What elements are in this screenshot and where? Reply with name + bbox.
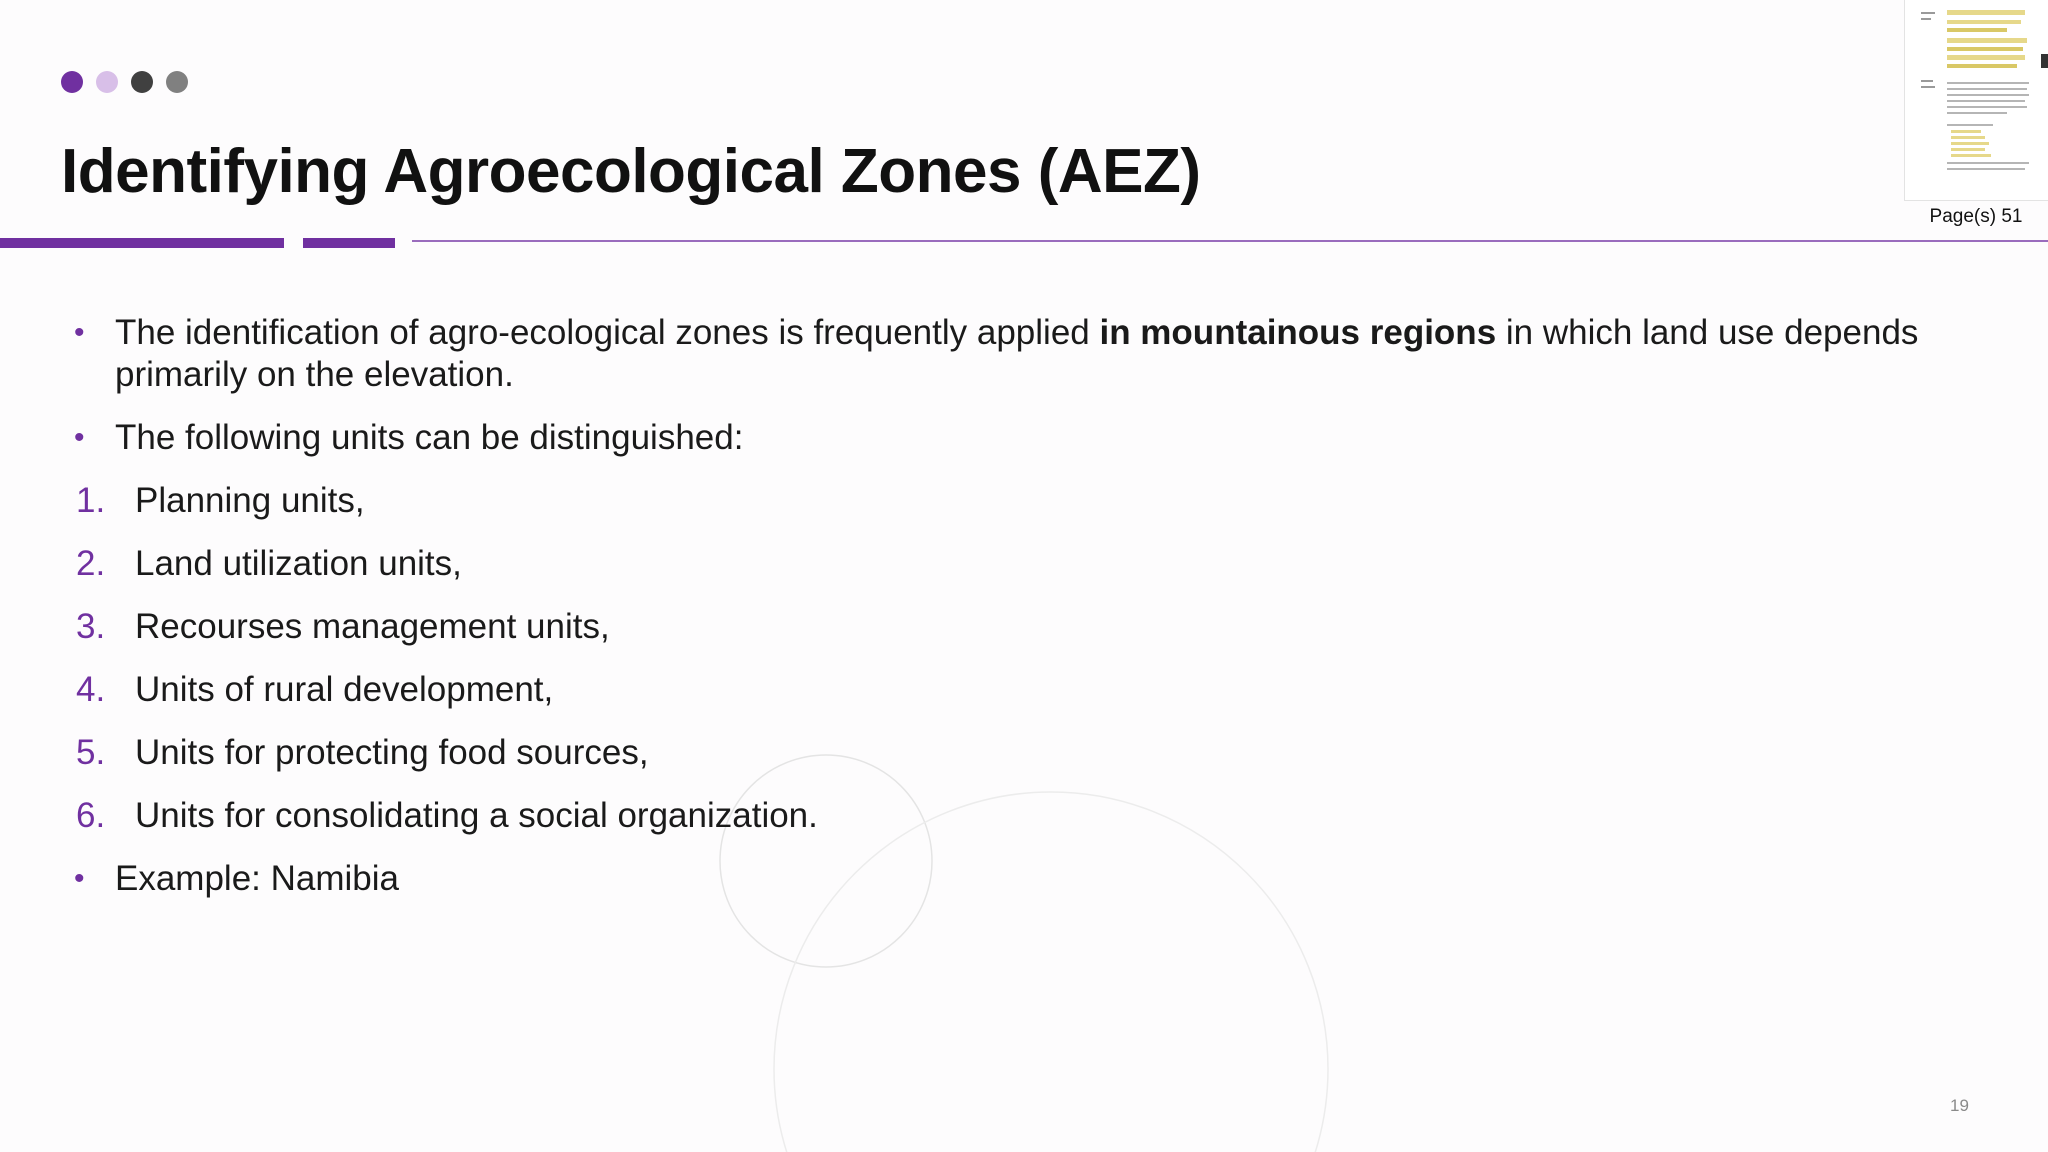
item-text: Land utilization units,: [135, 544, 462, 583]
numbered-item: [74, 669, 1974, 711]
list-item: [74, 858, 1974, 900]
dot-dark: [131, 71, 153, 93]
bullet-text: The following units can be distinguished:: [115, 418, 744, 457]
item-number: 6.: [76, 796, 106, 835]
bullet-text-end: in which land use depends primarily on the elevation.: [115, 313, 1919, 394]
item-number: 4.: [76, 670, 106, 709]
title-rule-line: [412, 240, 2048, 242]
item-text: Units of rural development,: [135, 670, 554, 709]
bullet-text-bold: in mountainous regions: [1099, 313, 1497, 352]
item-number: 3.: [76, 607, 106, 646]
numbered-item: [74, 606, 1974, 648]
page-thumbnail[interactable]: [1904, 0, 2048, 201]
slide-page-number: 19: [1950, 1096, 1969, 1115]
bullet-text: The identification of agro-ecological zones is frequently applied: [115, 313, 1100, 352]
dot-gray: [166, 71, 188, 93]
bullet-icon: •: [74, 421, 85, 454]
dot-accent: [61, 71, 83, 93]
decorative-dots: [61, 71, 188, 93]
list-item: [74, 417, 1974, 459]
bullet-icon: •: [74, 862, 85, 895]
title-underline-bar: [0, 238, 284, 248]
dot-light: [96, 71, 118, 93]
slide-body: [74, 312, 1974, 921]
item-number: 5.: [76, 733, 106, 772]
numbered-item: [74, 543, 1974, 585]
thumbnail-page-label: Page(s) 51: [1929, 206, 2023, 227]
page-title: Identifying Agroecological Zones (AEZ): [61, 137, 1201, 206]
numbered-item: [74, 732, 1974, 774]
numbered-item: [74, 480, 1974, 522]
bullet-icon: •: [74, 316, 85, 349]
item-text: Planning units,: [135, 481, 365, 520]
item-text: Units for consolidating a social organization.: [135, 796, 818, 835]
thumbnail-document-icon: [1905, 0, 2048, 200]
list-item: [74, 312, 1974, 396]
item-number: 1.: [76, 481, 106, 520]
item-text: Recourses management units,: [135, 607, 610, 646]
item-number: 2.: [76, 544, 106, 583]
item-text: Units for protecting food sources,: [135, 733, 649, 772]
title-underline-bar-short: [303, 238, 395, 248]
numbered-item: [74, 795, 1974, 837]
bullet-text: Example: Namibia: [115, 859, 399, 898]
